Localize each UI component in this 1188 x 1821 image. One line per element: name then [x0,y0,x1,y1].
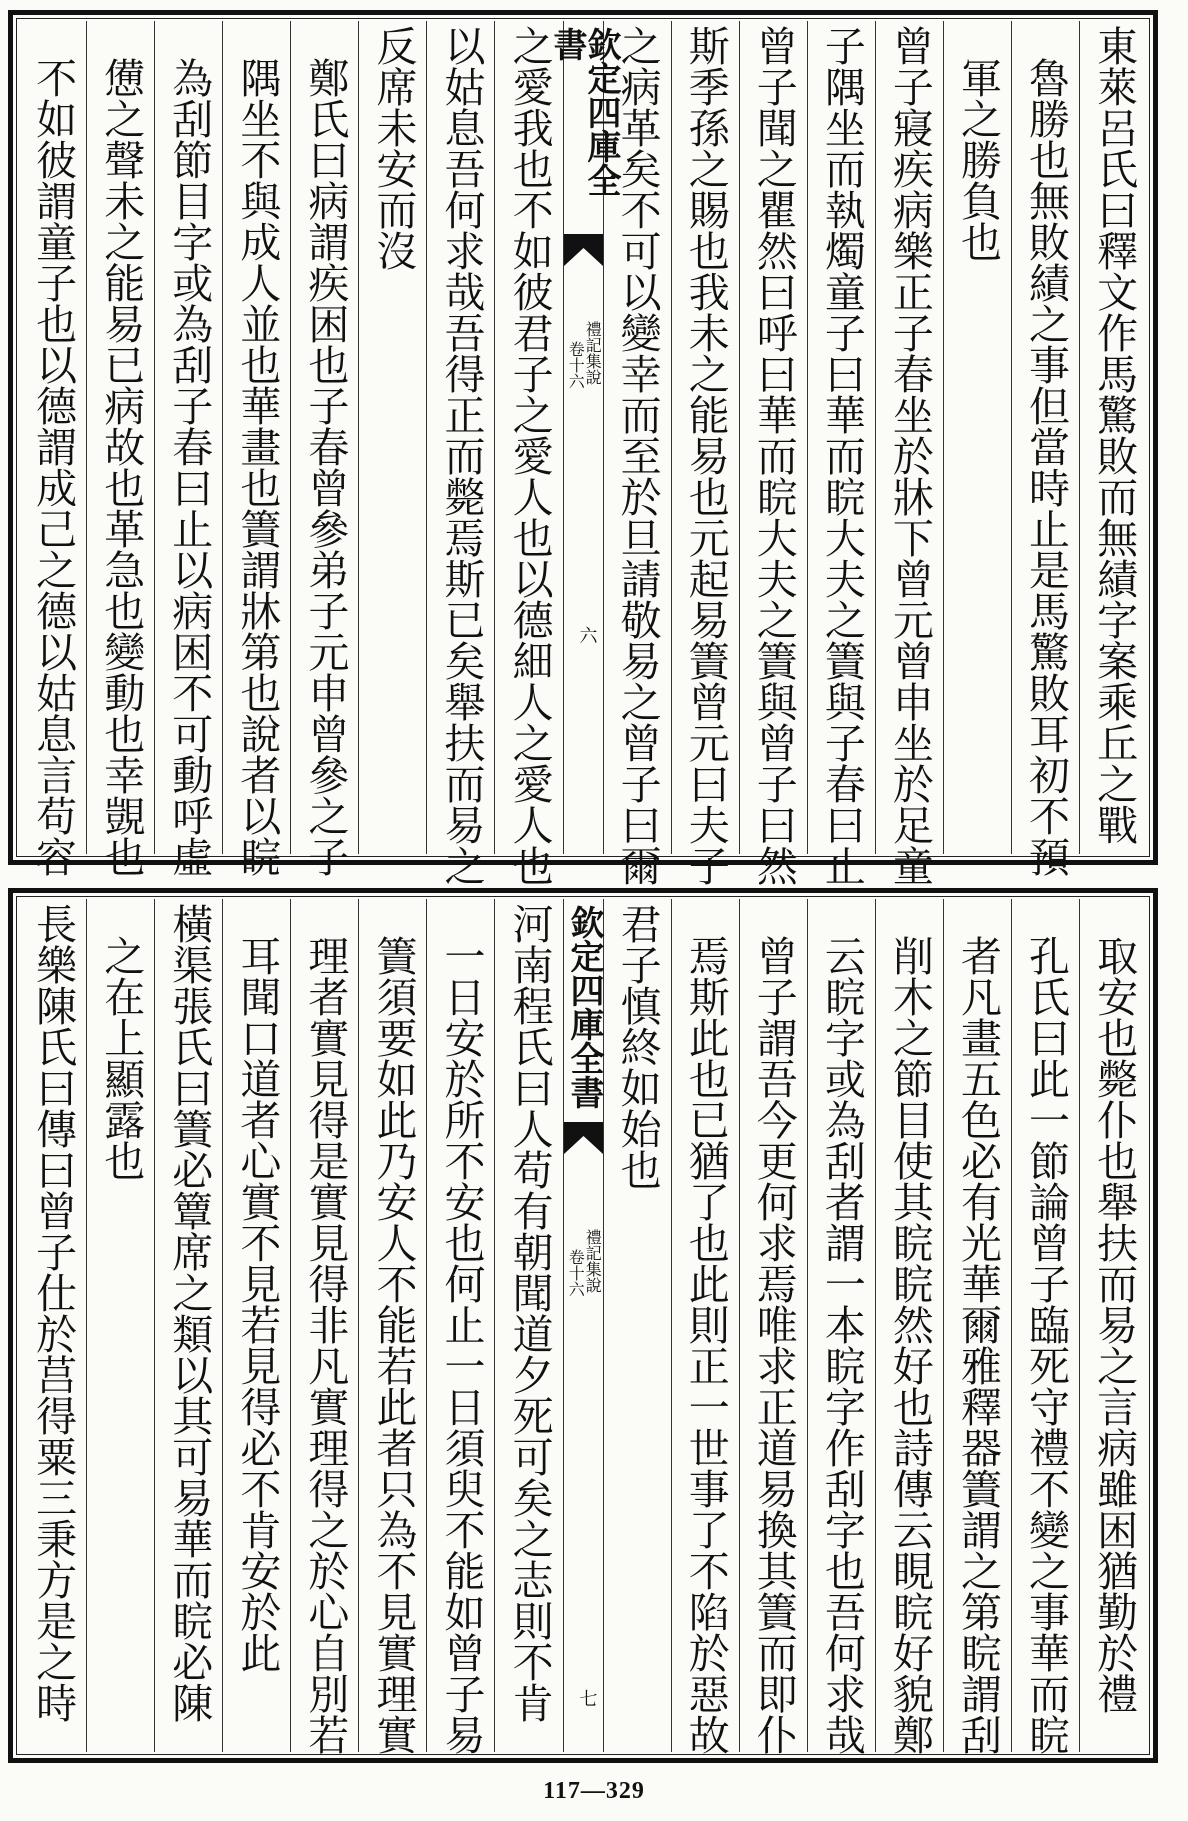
column-text: 東萊呂氏曰釋文作馬驚敗而無績字案乘丘之戰 [1090,25,1139,845]
margin-book-title: 禮記集說 [583,1229,603,1293]
bottom-page-frame [8,888,1158,1763]
text-column [494,899,562,1752]
text-column [671,21,739,886]
text-column [943,899,1011,1755]
column-text: 橫渠張氏曰簀必簟席之類以其可易華而睆必陳 [165,903,214,1723]
column-text: 河南程氏曰人苟有朝聞道夕死可矣之志則不肯 [505,903,554,1723]
column-text: 者凡畫五色必有光華爾雅釋器簀謂之第睆謂刮 [953,935,1002,1755]
column-text: 魯勝也無敗績之事但當時止是馬驚敗耳初不預 [1022,57,1070,877]
margin-leaf-number: 六 [576,626,598,644]
margin-leaf-number: 七 [576,1689,598,1707]
page-number: 117—329 [543,1778,645,1804]
text-column [290,21,358,877]
text-column [154,899,222,1752]
text-column [1079,21,1147,854]
column-text: 子隅坐而執燭童子曰華而睆大夫之簀與子春曰止 [817,25,866,886]
column-text: 簀須要如此乃安人不能若此者只為不見實理實 [369,935,418,1755]
text-column [1011,21,1079,877]
text-column [19,899,86,1752]
text-column [807,21,875,886]
column-text: 鄭氏曰病謂疾困也子春曾參弟子元申曾參之子 [301,57,350,877]
text-column [86,899,154,1752]
column-text: 軍之勝負也 [953,57,1002,262]
text-column [875,21,943,886]
text-column [86,21,154,877]
text-column [358,21,426,854]
text-column [290,899,358,1755]
column-text: 君子慎終如始也 [613,903,662,1190]
text-column [426,899,494,1755]
text-column [19,21,86,877]
text-column [426,21,494,886]
text-column [222,21,290,877]
text-column [1011,899,1079,1755]
column-text: 曾子謂吾今更何求焉唯求正道易換其簀而即仆 [749,935,798,1755]
column-text: 孔氏曰此一節論曾子臨死守禮不變之事華而睆 [1022,935,1070,1755]
column-text: 理者實見得是實見得非凡實理得之於心自別若 [301,935,350,1755]
text-column [671,899,739,1755]
text-column [154,21,222,877]
column-text: 削木之節目使其睆睆然好也詩傳云睍睆好貌鄭 [885,935,934,1755]
column-text: 取安也斃仆也舉扶而易之言病雖困猶勤於禮 [1090,935,1139,1714]
margin-title: 欽定四庫全書 [564,899,603,1124]
text-column [358,899,426,1755]
column-text: 之在上顯露也 [97,935,146,1181]
column-text: 曾子寢疾病樂正子春坐於牀下曾元曾申坐於足童 [885,25,934,886]
column-text: 反席未安而沒 [369,25,418,271]
text-column [739,899,807,1755]
top-page-frame [8,10,1158,886]
column-text: 曾子聞之瞿然曰呼曰華而睆大夫之簀與曾子曰然 [749,25,798,886]
column-text: 長樂陳氏曰傳曰曾子仕於莒得粟三秉方是之時 [29,903,78,1723]
column-text: 耳聞口道者心實不見若見得必不肯安於此 [233,935,282,1673]
text-column [222,899,290,1752]
top-page-columns [19,21,1147,886]
bottom-page-columns [19,899,1147,1755]
column-text: 之病革矣不可以變幸而至於旦請敬易之曾子曰爾 [613,25,662,886]
text-column [875,899,943,1755]
column-text: 云睆字或為刮者謂一本睆字作刮字也吾何求哉 [817,935,866,1755]
block-center-margin [547,21,621,854]
text-column [1079,899,1147,1752]
column-text: 不如彼謂童子也以德謂成己之德以姑息言苟容 [29,57,78,877]
column-text: 斯季孫之賜也我未之能易也元起易簀曾元曰夫子 [681,25,730,886]
column-text: 之愛我也不如彼君子之愛人也以德細人之愛人也 [505,25,554,886]
column-text: 焉斯此也已猶了也此則正一世事了不陷於惡故 [681,935,730,1755]
text-column [943,21,1011,854]
fishtail-mark-icon [564,236,603,266]
margin-volume: 卷十六 [566,1249,586,1297]
margin-title: 欽定四庫全書 [564,21,603,236]
column-text: 憊之聲未之能易已病故也革急也變動也幸覬也 [97,57,146,877]
column-text: 以姑息吾何求哉吾得正而斃焉斯已矣舉扶而易之 [437,25,486,886]
text-column [739,21,807,886]
column-text: 一日安於所不安也何止一日須臾不能如曾子易 [437,935,486,1755]
column-text: 為刮節目字或為刮子春曰止以病困不可動呼虛 [165,57,214,877]
column-text: 隅坐不與成人並也華畫也簀謂牀第也說者以睆 [233,57,282,877]
text-column [603,899,671,1752]
block-center-margin [563,899,603,1752]
margin-book-title: 禮記集說 [583,321,603,385]
fishtail-mark-icon [564,1124,603,1154]
text-column [807,899,875,1755]
margin-volume: 卷十六 [566,341,586,389]
